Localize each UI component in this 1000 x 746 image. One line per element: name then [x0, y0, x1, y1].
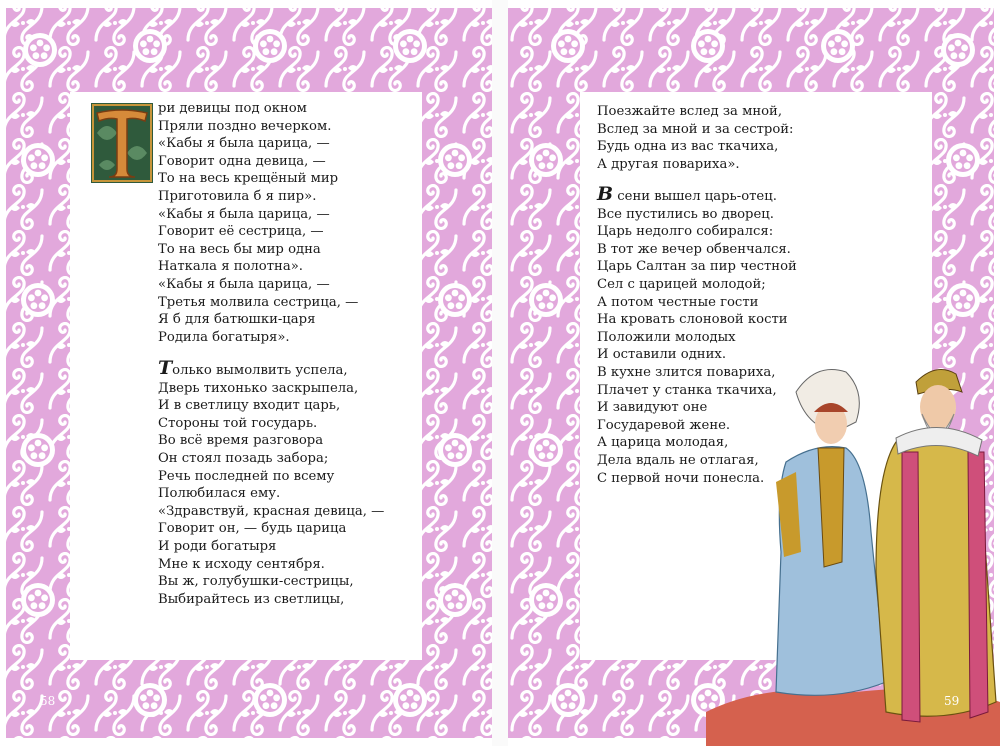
verse-stanza-1: ри девицы под окном Пряли поздно вечерком. «Кабы я была царица, — Говорит одна девица, — То на весь крещёный мир Приготовила б я пир». «Кабы я была царица, — Говорит её сестрица, — То на весь бы мир одна Наткала я полотна». «Кабы я была царица, — Третья молвила сестрица, — Я б для батюшки-царя Родила богатыря».	[158, 101, 359, 345]
rosette-ornament	[691, 29, 725, 63]
rosette-ornament	[551, 683, 585, 717]
stanza-text: олько вымолвить успела, Дверь тихонько заскрыпела, И в светлицу входит царь, Стороны той государь. Во всё время разговора Он стоял позадь забора; Речь последней по всему Полюбилася ему. «Здравствуй, красная девица, — Говорит он, — будь царица И роди богатыря Мне к исходу сентября. Вы ж, голубушки-сестрицы, Выбирайтесь из светлицы,	[158, 363, 385, 607]
rosette-ornament	[23, 33, 57, 67]
rosette-ornament	[529, 143, 563, 177]
rosette-ornament	[133, 29, 167, 63]
tsar-and-tsaritsa-illustration	[706, 352, 1000, 746]
svg-text:Т: Т	[121, 115, 123, 116]
rosette-ornament	[253, 683, 287, 717]
rosette-ornament	[529, 583, 563, 617]
rosette-ornament	[133, 683, 167, 717]
page-number: 58	[40, 694, 56, 708]
illuminated-dropcap	[91, 103, 153, 183]
stanza-initial: В	[597, 183, 614, 205]
right-page	[508, 0, 1000, 746]
book-gutter	[492, 0, 508, 746]
left-page	[0, 0, 492, 746]
verse-stanza-2	[158, 357, 385, 608]
rosette-ornament	[551, 29, 585, 63]
rosette-ornament	[946, 283, 980, 317]
rosette-ornament	[253, 29, 287, 63]
rosette-ornament	[821, 29, 855, 63]
stanza-text: сени вышел царь-отец. Все пустились во дворец. Царь недолго собирался: В тот же вечер обвенчался. Царь Салтан за пир честной Сел с царицей молодой; А потом честные гости На кровать слоновой кости Положили молодых И оставили одних. В кухне злится повариха, Плачет у станка ткачиха, И завидуют оне Государевой жене. А царица молодая, Дела вдаль не отлагая, С первой ночи понесла.	[597, 189, 797, 486]
rosette-ornament	[438, 433, 472, 467]
rosette-ornament	[393, 683, 427, 717]
rosette-ornament	[438, 143, 472, 177]
verse-stanza-1: Поезжайте вслед за мной, Вслед за мной и за сестрой: Будь одна из вас ткачиха, А другая повариха».	[597, 104, 794, 172]
rosette-ornament	[438, 283, 472, 317]
rosette-ornament	[21, 433, 55, 467]
page-number: 59	[944, 694, 960, 708]
rosette-ornament	[21, 283, 55, 317]
rosette-ornament	[438, 583, 472, 617]
rosette-ornament	[21, 583, 55, 617]
rosette-ornament	[941, 33, 975, 67]
rosette-ornament	[21, 143, 55, 177]
stanza-initial: Т	[158, 357, 173, 379]
rosette-ornament	[529, 433, 563, 467]
rosette-ornament	[529, 283, 563, 317]
rosette-ornament	[393, 29, 427, 63]
rosette-ornament	[946, 143, 980, 177]
